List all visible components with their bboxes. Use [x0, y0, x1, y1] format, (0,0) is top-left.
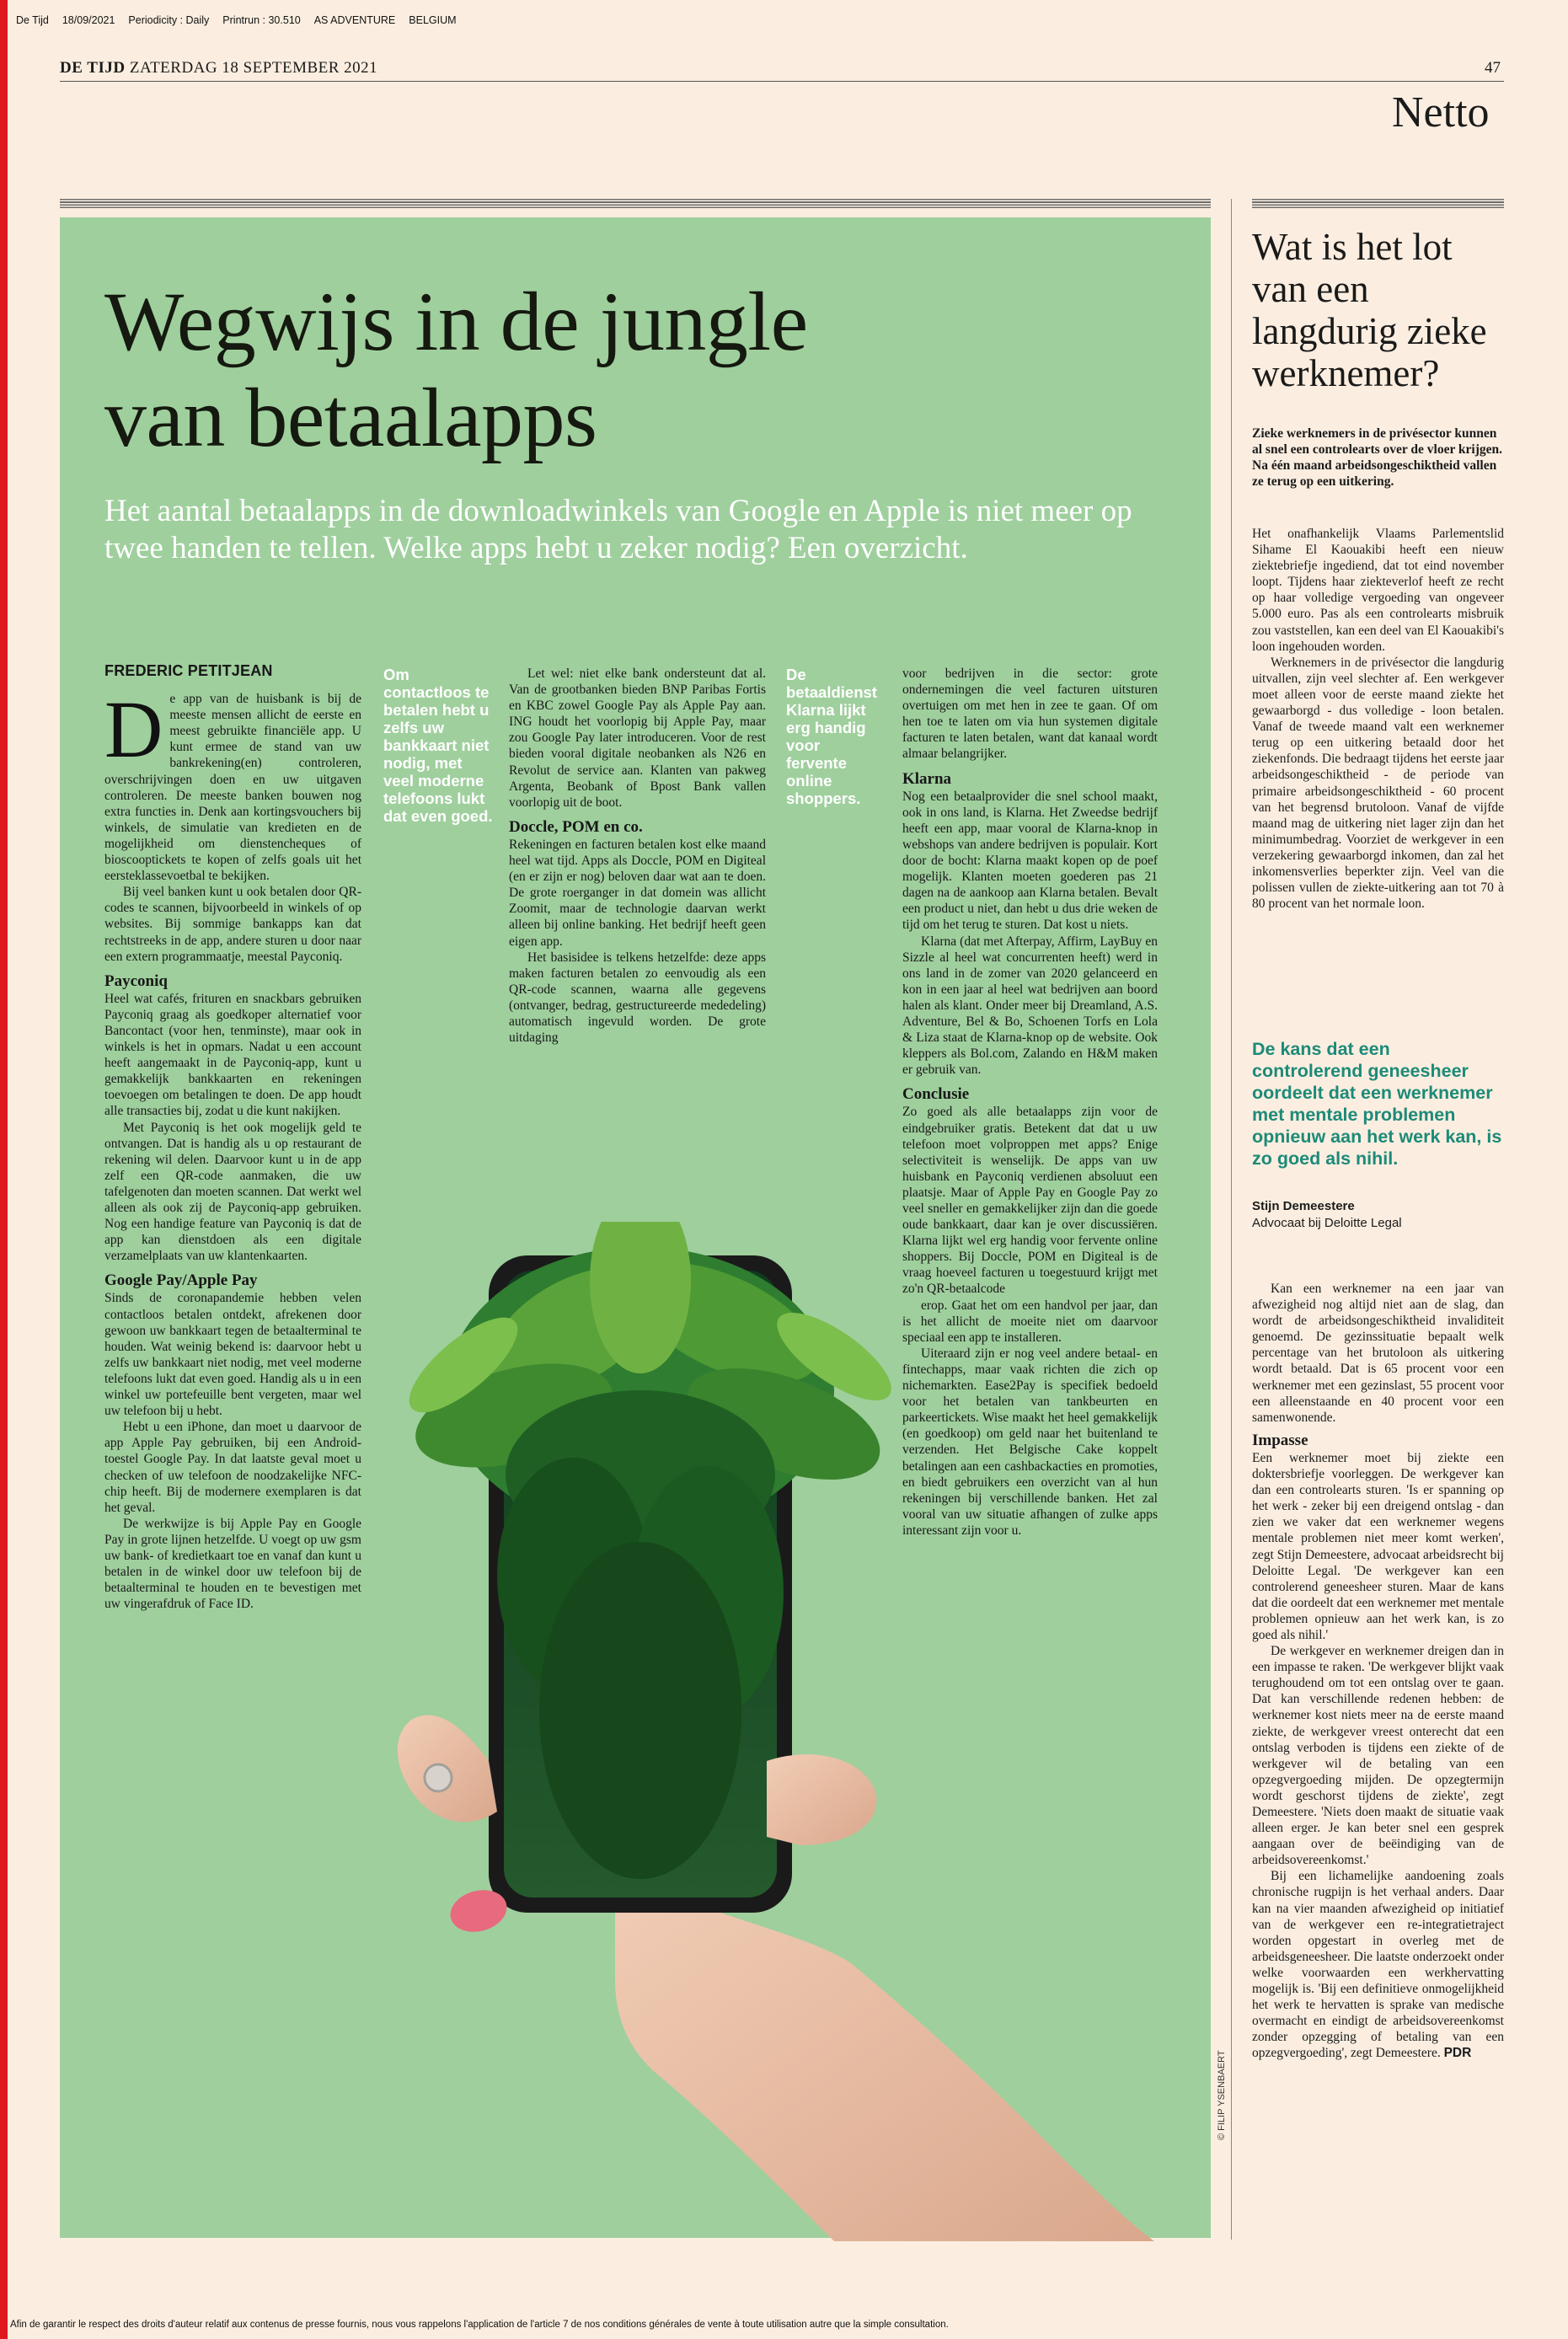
header-divider [60, 81, 1504, 82]
author-initials: PDR [1443, 2046, 1472, 2061]
article-standfirst: Het aantal betaalapps in de downloadwinkels van Google en Apple is niet meer op twee handen te tellen. Welke apps hebt u zeker nodig? Een overzicht. [104, 494, 1132, 565]
article-paragraph: Rekeningen en facturen betalen kost elke maand heel wat tijd. Apps als Doccle, POM en Digiteal (en er zijn er nog) beloven daar wat aan te doen. De grote roerganger in dat domein was allicht Zoomit, maar de technologie daarvan werkt alleen bij online banking. Het bedrijf heeft geen eigen app. [509, 837, 766, 949]
source-date: 18/09/2021 [62, 14, 115, 26]
article-paragraph: Sinds de coronapandemie hebben velen contactloos betalen ontdekt, afrekenen door gewoon uw bankkaart tegen de betaalterminal te houden. Wat weinig bekend is: daarvoor hebt u zelfs uw bankkaart niet nodig, met veel moderne telefoons lukt dat even goed. Handig als u in een winkel uw portefeuille bent vergeten, maar wel uw telefoon bij u hebt. [104, 1291, 361, 1419]
source-country: BELGIUM [409, 14, 457, 26]
photo-credit: © FILIP YSENBAERT [1217, 2050, 1227, 2140]
sidebar-paragraph [1252, 1868, 1504, 2061]
source-paper: De Tijd [15, 14, 49, 26]
article-paragraph: Hebt u een iPhone, dan moet u daarvoor de app Apple Pay gebruiken, bij een Android-toestel Google Pay. In dat laatste geval moet u checken of uw telefoon de noodzakelijke NFC-chip heeft. Bij de modernere exemplaren is dat het geval. [104, 1420, 361, 1515]
section-name: Netto [1392, 88, 1490, 136]
article-paragraph: Let wel: niet elke bank ondersteunt dat al. Van de grootbanken bieden BNP Paribas Fortis en KBC zowel Google Pay als Apple Pay aan. ING houdt het voorlopig bij Apple Pay, maar zou Google Pay later introduceren. Voor de rest bieden vooral digitale neobanken als N26 en Revolut de service aan. Klanten van pakweg Argenta, Beobank of Bpost Bank vallen voorlopig uit de boot. [509, 666, 766, 810]
article-title [104, 274, 808, 466]
sidebar-body-bottom [1252, 1281, 1504, 2062]
paragraph-text: e app van de huisbank is bij de meeste mensen allicht de eerste en meest gebruikte financiële app. U kunt ermee de stand van uw bankrekening(en) controleren, overschrijvingen doen en uw uitgaven controleren. De meeste banken bouwen nog extra functies in. Denk aan kortingsvouchers bij winkels, de simulatie van kredieten en de mogelijkheid om dienstencheques of bioscooptickets te kopen of zelfs goals uit het eersteklassevoetbal te bekijken. [104, 692, 361, 884]
byline: FREDERIC PETITJEAN [104, 662, 273, 679]
subheading-doccle: Doccle, POM en co. [509, 817, 643, 836]
pull-quote-klarna: De betaaldienst Klarna lijkt erg handig voor fervente online shoppers. [786, 666, 877, 807]
fingers [767, 1754, 876, 1845]
sidebar-body-top [1252, 526, 1504, 912]
sidebar-paragraph: Kan een werknemer na een jaar van afwezigheid nog altijd niet aan de slag, dan wordt de arbeidsongeschiktheid invaliditeit genoemd. De gezinssituatie bepaalt welk percentage van het brutoloon als uitkering wordt betaald. Dat is 65 procent voor een werknemer met een gezinslast, 55 procent voor een alleenstaande en 40 procent voor een samenwonende. [1252, 1282, 1504, 1425]
article-column-5 [902, 666, 1158, 1539]
column-divider [1231, 199, 1232, 2240]
article-paragraph: Nog een betaalprovider die snel school maakt, ook in ons land, is Klarna. Het Zweedse bedrijf heeft een app, maar vooral de Klarna-knop in webshops van andere bedrijven is populair. Kort door de bocht: Klarna maakt kopen op de poef mogelijk. Klanten moeten goederen pas 21 dagen na de aankoop aan Klarna betalen. Bevalt een product u niet, dan hebt u dus drie weken de tijd om het terug te sturen. Dat kost u niets. [902, 789, 1158, 933]
subheading-klarna: Klarna [902, 769, 952, 788]
article-paragraph: Zo goed als alle betaalapps zijn voor de eindgebruiker gratis. Betekent dat dat u uw telefoon moet volproppen met apps? Enige selectiviteit is wenselijk. De apps van uw huisbank en Payconiq verdienen absoluut een plaatsje. Maar of Apple Pay en Google Pay zo veel sneller en gemakkelijker zijn dan die goede oude bankkaart, daar kan je over discussiëren. Klarna lijkt wel erg handig voor fervente online shoppers. Bij Doccle, POM en Digiteal is de vraag hoeveel facturen u toegestuurd krijgt met zo'n QR-betaalcode [902, 1105, 1158, 1297]
copyright-notice: Afin de garantir le respect des droits d'auteur relatif aux contenus de presse fournis, nous vous rappelons l'application de l'article 7 de nos conditions générales de vente à toute utilisation autre que la simple consultation. [10, 2320, 949, 2330]
article-column-1 [104, 663, 361, 1612]
subheading-google-apple-pay: Google Pay/Apple Pay [104, 1271, 258, 1290]
sidebar-title: Wat is het lot van een langdurig zieke werknemer? [1252, 226, 1487, 394]
pull-quote-contactless: Om contactloos te betalen hebt u zelfs uw bankkaart niet nodig, met veel moderne telefoons lukt dat even goed. [383, 666, 493, 825]
drop-cap: D [104, 684, 163, 775]
hand-arm [615, 1862, 1154, 2241]
title-line-2: van betaalapps [104, 371, 597, 464]
sidebar-paragraph: Werknemers in de privésector die langdurig uitvallen, zijn veel slechter af. Een werkgever moet alleen voor de eerste maand ziekte het gewaarborgd - dus volledige - loon betalen. Vanaf de tweede maand valt een werknemer terug op een uitkering betaald door het ziekenfonds. Die bedraagt tijdens het eerste jaar arbeidsongeschiktheid - de periode van primaire arbeidsongeschiktheid - 60 procent van het begrensd brutoloon. Vanaf de vijfde maand mag de uitkering niet lager zijn dan het minimumbedrag. Voorziet de werkgever in een verzekering gewaarborgd inkomen, dan zal het inkomensverlies beperkter zijn. Veel van die polissen vullen de ziekte-uitkering aan tot 70 à 80 procent van het normale loon. [1252, 655, 1504, 912]
sidebar-paragraph: Het onafhankelijk Vlaams Parlementslid Sihame El Kaouakibi heeft een nieuw ziektebriefje ingediend, dat tot eind november loopt. Tijdens haar ziekteverlof heeft ze recht op haar volledige vergoeding van ongeveer 5.000 euro. Pas als een controlearts misbruik zou vaststellen, kan een deel van El Kaouakibi's loon ingehouden worden. [1252, 527, 1504, 654]
article-column-3 [509, 666, 766, 1046]
masthead [60, 59, 377, 78]
left-margin-bar [0, 0, 8, 2339]
article-paragraph: Klarna (dat met Afterpay, Affirm, LayBuy en Sizzle al heel wat concurrenten heeft) werd in ons land in de zomer van 2020 gelanceerd en kon in een jaar al heel wat bedrijven aan boord halen als klant. Onder meer bij Dreamland, A.S. Adventure, Bel & Bo, Schoenen Torfs en Lola & Liza staat de Klarna-knop op de website. Ook kleppers als Bol.com, Zalando en H&M maken er gebruik van. [902, 934, 1158, 1078]
article-paragraph: Het basisidee is telkens hetzelfde: deze apps maken facturen betalen zo eenvoudig als een QR-code scannen, waarna alle gegevens (ontvanger, bedrag, gestructureerde mededeling) automatisch ingevuld worden. De grote uitdaging [509, 950, 766, 1046]
article-paragraph: erop. Gaat het om een handvol per jaar, dan is het allicht de moeite niet om daarvoor speciaal een app te installeren. [902, 1298, 1158, 1345]
quote-person-role: Advocaat bij Deloitte Legal [1252, 1216, 1402, 1230]
article-paragraph: voor bedrijven in die sector: grote ondernemingen die veel facturen uitsturen overtuigen om met hen in zee te gaan. Of om hen toe te laten om via hun systemen digitale facturen te laten betalen, want dat kanaal wordt almaar belangrijker. [902, 666, 1158, 762]
masthead-date: ZATERDAG 18 SEPTEMBER 2021 [129, 59, 378, 77]
sidebar-quote: De kans dat een controlerend geneesheer oordeelt dat een werknemer met mentale problemen opnieuw aan het werk kan, is zo goed als nihil. [1252, 1039, 1502, 1169]
quote-attribution [1252, 1198, 1402, 1232]
sidebar-paragraph: De werkgever en werknemer dreigen dan in een impasse te raken. 'De werkgever blijkt vaak terughoudend om tot een ontslag over te gaan. Dat kan verschillende redenen hebben: de werknemer kost niets meer na de eerste maand ziekte, de werkgever vreest onterecht dat een ontslag verboden is tijdens een ziekte of de werkgever wil de betaling van een opzegvergoeding mijden. De opzegtermijn wordt geschorst tijdens de ziekte', zegt Demeestere. 'Niets doen maakt de situatie vaak alleen erger. Je kan beter snel een gesprek aangaan over de beëindiging van de arbeidsovereenkomst.' [1252, 1644, 1504, 1868]
article-paragraph: Heel wat cafés, frituren en snackbars gebruiken Payconiq graag als goedkoper alternatief voor Bancontact (voor hen, tenminste), maar ook in winkels is het in opmars. Nadat u een account heeft aangemaakt in de Payconiq-app, kunt u gemakkelijk bankkaarten en rekeningen toevoegen om betalingen te doen. De app houdt alle transacties bij, zodat u die kunt nakijken. [104, 991, 361, 1119]
article-top-rules [60, 199, 1211, 210]
subheading-impasse: Impasse [1252, 1431, 1308, 1449]
subheading-payconiq: Payconiq [104, 971, 168, 990]
source-client: AS ADVENTURE [313, 14, 396, 26]
article-paragraph: Uiteraard zijn er nog veel andere betaal- en fintechapps, maar vaak richten die zich op nichemarkten. Ease2Pay is specifiek bedoeld voor het betalen van tankbeurten en parkeertickets. Wise maakt het heel gemakkelijk (en goedkoop) om geld naar het buitenland te verzenden. Het Belgische Cake koppelt betalingen aan een cashbackacties en promoties, en biedt gebruikers een overzicht van al hun rekeningen bij verschillende banken. Het zal vooral van uw situatie afhangen of zulke apps interessant zijn voor u. [902, 1346, 1158, 1538]
page-number: 47 [1485, 59, 1501, 77]
subheading-conclusie: Conclusie [902, 1085, 970, 1104]
article-paragraph: De werkwijze is bij Apple Pay en Google Pay in grote lijnen hetzelfde. U voegt op uw gsm uw bank- of kredietkaart toe en vanaf dan kunt u betalen in de winkel door uw telefoon bij de betaalterminal te houden en te bevestigen met uw vingerafdruk of Face ID. [104, 1516, 361, 1612]
article-paragraph: Met Payconiq is het ook mogelijk geld te ontvangen. Dat is handig als u op restaurant de rekening wil delen. Daarvoor kunt u in de app zelf een QR-code aanmaken, die uw tafelgenoten dan moeten scannen. Dat werkt wel alleen als ook zij de Payconiq-app gebruiken. Nog een handige feature van Payconiq is dat de app kan dienstdoen als een digitale verzamelplaats van uw klantenkaarten. [104, 1120, 361, 1264]
source-periodicity: Periodicity : Daily [128, 14, 210, 26]
article-paragraph: Bij veel banken kunt u ook betalen door QR-codes te scannen, bijvoorbeeld in winkels of op websites. Bij sommige bankapps kan dat rechtstreeks in de app, andere sturen u door naar een extern programmaatje, meestal Payconiq. [104, 885, 361, 964]
source-line [10, 3, 470, 26]
sidebar-top-rules [1252, 199, 1504, 210]
masthead-paper: DE TIJD [60, 59, 126, 77]
quote-person-name: Stijn Demeestere [1252, 1199, 1355, 1213]
title-line-1: Wegwijs in de jungle [104, 275, 808, 368]
sidebar-intro: Zieke werknemers in de privésector kunnen al snel een controlearts over de vloer krijgen. Na één maand arbeidsongeschiktheid vallen ze terug op een uitkering. [1252, 426, 1503, 489]
sidebar-paragraph: Een werknemer moet bij ziekte een doktersbriefje voorleggen. De werkgever kan dan een controlearts sturen. 'Is er spanning op het werk - zeker bij een dreigend ontslag - dan zien we vaker dat een werknemer wegens mentale problemen niet meer komt werken', zegt Stijn Demeestere, advocaat arbeidsrecht bij Deloitte Legal. 'De werkgever kan een controlerend geneesheer sturen. Maar de kans dat die oordeelt dat een werknemer met mentale problemen opnieuw aan het werk kan, is zo goed als nihil.' [1252, 1450, 1504, 1642]
ring [425, 1764, 452, 1791]
source-printrun: Printrun : 30.510 [222, 14, 301, 26]
article-paragraph [104, 684, 361, 884]
paragraph-text: Bij een lichamelijke aandoening zoals chronische rugpijn is het verhaal anders. Daar kan na vier maanden afwezigheid op initiatief van de werkgever een re-integratietraject worden opgestart in overleg met de arbeidsgeneesheer. Die laatste onderzoekt onder welke voorwaarden een werkhervatting mogelijk is. 'Bij een definitieve onmogelijkheid het werk te hervatten is sprake van medische overmacht en eindigt de arbeidsovereenkomst zonder opzegging of betaling van een opzegvergoeding', zegt Demeestere. [1252, 1869, 1504, 2061]
